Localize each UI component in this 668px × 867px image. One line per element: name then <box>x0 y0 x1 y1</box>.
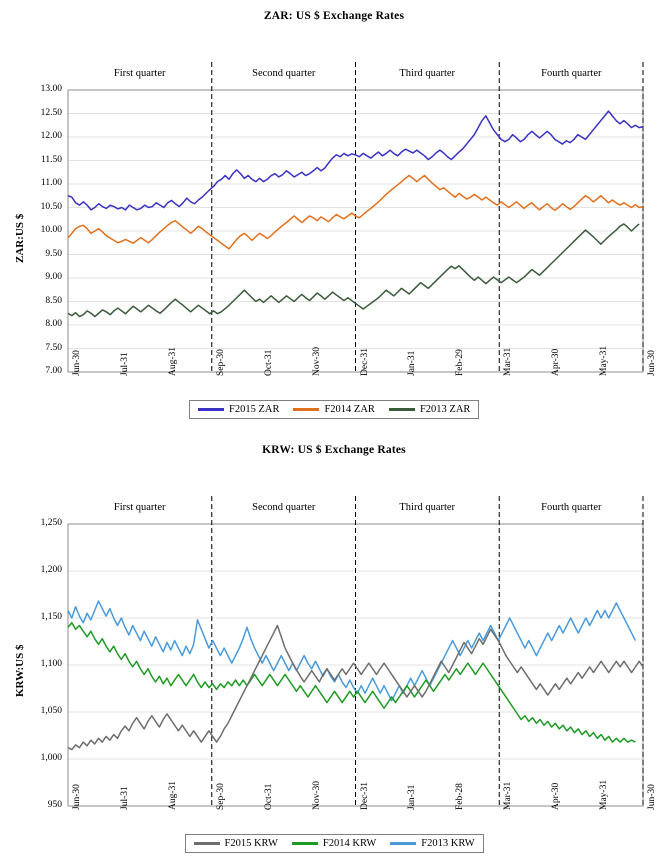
krw-x-tick: Jun-30 <box>647 784 657 810</box>
series-f2013-krw <box>68 601 635 701</box>
zar-x-tick: Jun-30 <box>647 350 657 376</box>
zar-quarter-label: First quarter <box>113 68 166 79</box>
krw-x-tick: May-31 <box>599 779 610 810</box>
legend-label: F2013 ZAR <box>419 404 471 415</box>
zar-svg <box>0 22 668 432</box>
legend-swatch-f2014-krw <box>292 842 318 845</box>
krw-svg <box>0 456 668 866</box>
zar-x-tick: May-31 <box>599 345 610 376</box>
zar-y-tick: 7.50 <box>45 342 62 353</box>
krw-y-tick: 1,150 <box>40 612 62 622</box>
zar-x-tick: Jun-30 <box>72 350 82 376</box>
legend-label: F2014 ZAR <box>324 404 375 415</box>
krw-x-tick: Mar-31 <box>503 781 514 810</box>
krw-x-tick: Jan-31 <box>407 784 418 810</box>
zar-x-tick: Dec-31 <box>359 348 370 376</box>
krw-x-tick: Oct-31 <box>263 783 274 810</box>
legend-swatch-f2015-krw <box>194 842 220 845</box>
zar-y-tick: 12.00 <box>40 131 62 141</box>
zar-y-tick: 8.00 <box>45 319 62 329</box>
legend-swatch-f2013-krw <box>390 842 416 845</box>
legend-item[interactable] <box>198 404 279 415</box>
zar-x-tick: Aug-31 <box>167 346 178 376</box>
zar-x-tick: Jul-31 <box>119 352 130 376</box>
zar-x-tick: Nov-30 <box>311 346 322 376</box>
krw-y-axis-label: KRW:US $ <box>14 644 26 697</box>
zar-y-tick: 11.00 <box>40 178 62 188</box>
legend-item[interactable] <box>390 838 474 849</box>
zar-quarter-label: Third quarter <box>399 68 456 79</box>
krw-quarter-label: Fourth quarter <box>541 502 602 513</box>
zar-y-tick: 8.50 <box>45 295 62 306</box>
zar-y-tick: 10.50 <box>40 201 62 212</box>
krw-x-tick: Sep-30 <box>215 783 226 810</box>
krw-chart-title: KRW: US $ Exchange Rates <box>262 444 406 456</box>
zar-y-tick: 11.50 <box>40 154 62 165</box>
legend-item[interactable] <box>194 838 278 849</box>
krw-x-tick: Aug-31 <box>167 780 178 810</box>
zar-y-tick: 10.00 <box>40 225 62 235</box>
zar-y-tick: 13.00 <box>40 84 62 94</box>
krw-y-tick: 1,000 <box>40 753 62 763</box>
krw-x-tick: Jul-31 <box>119 786 130 810</box>
zar-quarter-label: Second quarter <box>252 68 316 79</box>
krw-chart-block <box>0 434 668 867</box>
zar-x-tick: Apr-30 <box>551 348 562 376</box>
krw-x-tick: Nov-30 <box>311 780 322 810</box>
legend-swatch-f2013-zar <box>389 408 415 411</box>
zar-y-axis-label: ZAR:US $ <box>14 213 26 263</box>
krw-legend <box>185 834 484 853</box>
krw-quarter-label: Third quarter <box>399 502 456 513</box>
krw-x-tick: Feb-28 <box>455 783 466 810</box>
legend-swatch-f2015-zar <box>198 408 224 411</box>
zar-chart-title: ZAR: US $ Exchange Rates <box>263 10 405 22</box>
zar-quarter-label: Fourth quarter <box>541 68 602 79</box>
zar-y-tick: 9.00 <box>45 272 62 282</box>
legend-item[interactable] <box>389 404 470 415</box>
krw-y-tick: 1,050 <box>40 706 62 716</box>
legend-label: F2015 ZAR <box>229 404 280 415</box>
zar-y-tick: 12.50 <box>40 107 62 118</box>
krw-x-tick: Jun-30 <box>72 784 82 810</box>
krw-quarter-label: Second quarter <box>252 502 316 513</box>
legend-label: F2015 KRW <box>224 838 278 849</box>
zar-legend <box>189 400 479 419</box>
zar-y-tick: 7.00 <box>45 366 62 376</box>
zar-x-tick: Jan-31 <box>407 350 418 376</box>
krw-y-tick: 950 <box>47 800 62 810</box>
zar-x-tick: Sep-30 <box>215 349 226 376</box>
zar-x-tick: Oct-31 <box>263 349 274 376</box>
krw-x-tick: Dec-31 <box>359 782 370 810</box>
krw-quarter-label: First quarter <box>113 502 166 513</box>
zar-y-tick: 9.50 <box>45 248 62 259</box>
krw-y-tick: 1,200 <box>40 565 62 575</box>
krw-y-tick: 1,250 <box>40 518 62 528</box>
legend-label: F2014 KRW <box>322 838 377 849</box>
krw-x-tick: Apr-30 <box>551 782 562 810</box>
zar-x-tick: Mar-31 <box>503 347 514 376</box>
krw-y-tick: 1,100 <box>40 659 62 669</box>
krw-plot-area <box>0 456 668 866</box>
legend-item[interactable] <box>293 404 374 415</box>
legend-swatch-f2014-zar <box>293 408 319 411</box>
zar-plot-area <box>0 22 668 432</box>
zar-x-tick: Feb-29 <box>455 349 466 376</box>
legend-item[interactable] <box>292 838 376 849</box>
legend-label: F2013 KRW <box>421 838 475 849</box>
